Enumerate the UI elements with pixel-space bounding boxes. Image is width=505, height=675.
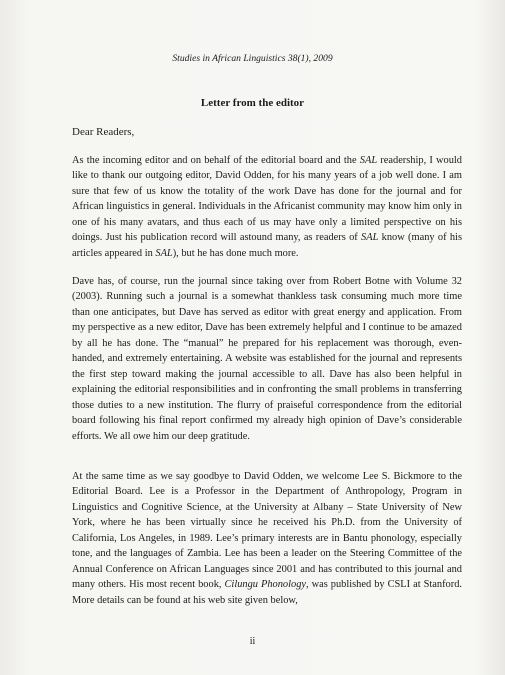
paragraph-3 — [72, 469, 462, 608]
text-run: At the same time as we say goodbye to David Odden, we welcome Lee S. Bickmore to the Editorial Board. Lee is a Professor in the Department of Anthropology, Program in Linguistics and Cognitive Science, at the University at Albany – State University of New York, where he has been virtually since he received his Ph.D. from the University of California, Los Angeles, in 1989. Lee’s primary interests are in Bantu phonology, especially tone, and the languages of Zambia. Lee has been a leader on the Steering Committee of the Annual Conference on African Languages since 2001 and has contributed to this journal and many others. His most recent book, — [72, 471, 462, 591]
text-run: readership, I would like to thank our outgoing editor, David Odden, for his many years of a job well done. I am sure that few of us know the totality of the work Dave has done for the journal and for African linguistics in general. Individuals in the Africanist community may know him only in one of his many avatars, and thus each of us may have only a limited perspective on his doings. Just his publication record will astound many, as readers of — [72, 155, 462, 244]
running-header: Studies in African Linguistics 38(1), 2009 — [172, 53, 333, 64]
text-run: Dave has, of course, run the journal since taking over from Robert Botne with Volume 32 (2003). Running such a journal is a somewhat thankless task consuming much more time than one anticipates, but Dave has served as editor with great energy and application. From my perspective as a new editor, Dave has been extremely helpful and I continue to be amazed by all he has done. The “manual” he prepared for his replacement was thorough, even-handed, and extremely entertaining. A website was established for the journal and represents the first step toward making the journal accessible to all. Dave has also been helpful in explaining the editorial responsibilities and in confronting the small problems in transferring those duties to a new institution. The flurry of praiseful correspondence from the editorial board following his final report confirmed my already high opinion of Dave’s considerable efforts. We all owe him our deep gratitude. — [72, 276, 462, 442]
page-number: ii — [249, 636, 256, 647]
text-run: As the incoming editor and on behalf of the editorial board and the — [72, 155, 360, 166]
paragraph-1 — [72, 153, 462, 261]
letter-title: Letter from the editor — [200, 97, 305, 109]
italic-run: SAL — [359, 155, 378, 166]
italic-run: SAL — [361, 232, 379, 244]
text-run: , was published by CSLI at Stanford. More details can be found at his web site given below, — [72, 579, 462, 606]
text-run: ), but he has done much more. — [172, 247, 299, 259]
italic-run: SAL — [155, 247, 173, 259]
salutation: Dear Readers, — [72, 126, 135, 138]
text-run: know (many of his articles appeared in — [72, 232, 462, 259]
italic-run: Cilungu Phonology — [224, 579, 307, 591]
paragraph-2 — [72, 274, 462, 444]
